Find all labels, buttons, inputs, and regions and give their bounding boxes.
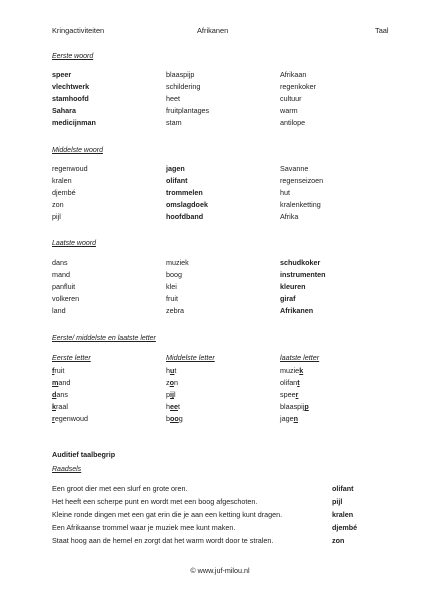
word-cell: instrumenten <box>280 270 326 279</box>
word-cell: kleuren <box>280 282 306 291</box>
table-row <box>52 414 412 425</box>
highlighted-letter: t <box>297 378 300 387</box>
letter-word: blaaspijp <box>280 402 309 411</box>
riddle-question: Kleine ronde dingen met een gat erin die je aan een ketting kunt dragen. <box>52 510 283 519</box>
word-cell: Sahara <box>52 106 76 115</box>
table-row <box>52 118 412 129</box>
word-cell: heet <box>166 94 180 103</box>
letter-word: boog <box>166 414 183 423</box>
table-row <box>52 258 412 269</box>
word-cell: hoofdband <box>166 212 204 221</box>
word-cell: fruitplantages <box>166 106 210 115</box>
riddle-question: Het heeft een scherpe punt en wordt met een boog afgeschoten. <box>52 497 258 506</box>
word-cell: omslagdoek <box>166 200 208 209</box>
word-cell: medicijnman <box>52 118 96 127</box>
word-cell: Afrika <box>280 212 299 221</box>
letter-word: olifant <box>280 378 300 387</box>
section-heading-auditief: Auditief taalbegrip <box>52 450 116 459</box>
section-title-middelste: Middelste woord <box>52 147 103 154</box>
riddle-question: Staat hoog aan de hemel en zorgt dat het warm wordt door te stralen. <box>52 536 274 545</box>
highlighted-letter: d <box>52 390 57 399</box>
word-cell: schudkoker <box>280 258 321 267</box>
highlighted-letter: f <box>52 366 55 375</box>
word-cell: schildering <box>166 82 201 91</box>
letter-word: hut <box>166 366 177 375</box>
highlighted-letter: k <box>52 402 56 411</box>
riddle-row <box>52 510 392 521</box>
letter-word: jagen <box>280 414 298 423</box>
highlighted-letter: ee <box>170 402 178 411</box>
highlighted-letter: k <box>299 366 304 375</box>
highlighted-letter: n <box>293 414 298 423</box>
highlighted-letter: r <box>295 390 299 399</box>
table-row <box>52 212 412 223</box>
riddle-answer: pijl <box>332 497 343 506</box>
word-cell: speer <box>52 70 72 79</box>
table-row <box>52 106 412 117</box>
table-row <box>52 378 412 389</box>
table-row <box>52 200 412 211</box>
riddle-row <box>52 497 392 508</box>
footer-copyright: © www.juf-milou.nl <box>190 566 250 575</box>
word-cell: boog <box>166 270 182 279</box>
word-cell: blaaspijp <box>166 70 195 79</box>
highlighted-letter: oo <box>170 414 179 423</box>
word-cell: olifant <box>166 176 188 185</box>
table-row <box>52 176 412 187</box>
word-cell: muziek <box>166 258 189 267</box>
word-cell: Afrikaan <box>280 70 307 79</box>
column-header: laatste letter <box>280 353 320 362</box>
word-cell: hut <box>280 188 290 197</box>
column-header: Middelste letter <box>166 353 215 362</box>
table-row <box>52 270 412 281</box>
word-cell: regenkoker <box>280 82 316 91</box>
highlighted-letter: ij <box>170 390 174 399</box>
word-cell: djembé <box>52 188 76 197</box>
word-cell: fruit <box>166 294 178 303</box>
header-left: Kringactiviteiten <box>52 26 105 35</box>
letter-word: pijl <box>166 390 176 399</box>
letter-word: mand <box>52 378 71 387</box>
word-cell: stamhoofd <box>52 94 89 103</box>
section-title-eerste: Eerste woord <box>52 53 94 60</box>
word-cell: giraf <box>280 294 296 303</box>
table-row <box>52 94 412 105</box>
section-title-raadsels: Raadsels <box>52 466 82 473</box>
highlighted-letter: o <box>169 378 174 387</box>
word-cell: dans <box>52 258 68 267</box>
table-row <box>52 306 412 317</box>
riddle-answer: kralen <box>332 510 354 519</box>
word-cell: Savanne <box>280 164 309 173</box>
word-cell: kralen <box>52 176 72 185</box>
word-cell: zebra <box>166 306 184 315</box>
riddle-answer: zon <box>332 536 345 545</box>
word-cell: regenseizoen <box>280 176 324 185</box>
table-row <box>52 164 412 175</box>
word-cell: klei <box>166 282 177 291</box>
table-row <box>52 82 412 93</box>
header-center: Afrikanen <box>197 26 229 35</box>
table-row <box>52 390 412 401</box>
letter-word: fruit <box>52 366 65 375</box>
table-row <box>52 402 412 413</box>
letter-word: heet <box>166 402 180 411</box>
column-header-row <box>52 353 412 364</box>
section-title-laatste: Laatste woord <box>52 240 96 247</box>
word-cell: mand <box>52 270 70 279</box>
table-row <box>52 366 412 377</box>
highlighted-letter: u <box>170 366 175 375</box>
word-cell: trommelen <box>166 188 203 197</box>
riddle-answer: djembé <box>332 523 358 532</box>
letter-word: dans <box>52 390 68 399</box>
section-title-letters: Eerste/ middelste en laatste letter <box>52 335 156 342</box>
word-cell: Afrikanen <box>280 306 314 315</box>
riddle-row <box>52 523 392 534</box>
table-row <box>52 294 412 305</box>
word-cell: panfluit <box>52 282 76 291</box>
word-cell: volkeren <box>52 294 80 303</box>
highlighted-letter: m <box>52 378 59 387</box>
word-cell: stam <box>166 118 182 127</box>
letter-word: muziek <box>280 366 304 375</box>
letter-word: zon <box>166 378 178 387</box>
word-cell: pijl <box>52 212 61 221</box>
letter-word: regenwoud <box>52 414 88 423</box>
highlighted-letter: p <box>304 402 309 411</box>
word-cell: jagen <box>166 164 185 173</box>
riddle-answer: olifant <box>332 484 354 493</box>
word-cell: warm <box>280 106 298 115</box>
word-cell: regenwoud <box>52 164 88 173</box>
letter-word: kraal <box>52 402 68 411</box>
word-cell: land <box>52 306 66 315</box>
table-row <box>52 70 412 81</box>
column-header: Eerste letter <box>52 353 91 362</box>
riddle-question: Een groot dier met een slurf en grote oren. <box>52 484 188 493</box>
riddle-question: Een Afrikaanse trommel waar je muziek mee kunt maken. <box>52 523 236 532</box>
table-row <box>52 188 412 199</box>
word-cell: vlechtwerk <box>52 82 90 91</box>
table-row <box>52 282 412 293</box>
highlighted-letter: r <box>52 414 55 423</box>
word-cell: cultuur <box>280 94 302 103</box>
word-cell: kralenketting <box>280 200 321 209</box>
riddle-row <box>52 536 392 547</box>
header-right: Taal <box>375 26 389 35</box>
word-cell: zon <box>52 200 64 209</box>
word-cell: antilope <box>280 118 306 127</box>
letter-word: speer <box>280 390 299 399</box>
riddle-row <box>52 484 392 495</box>
